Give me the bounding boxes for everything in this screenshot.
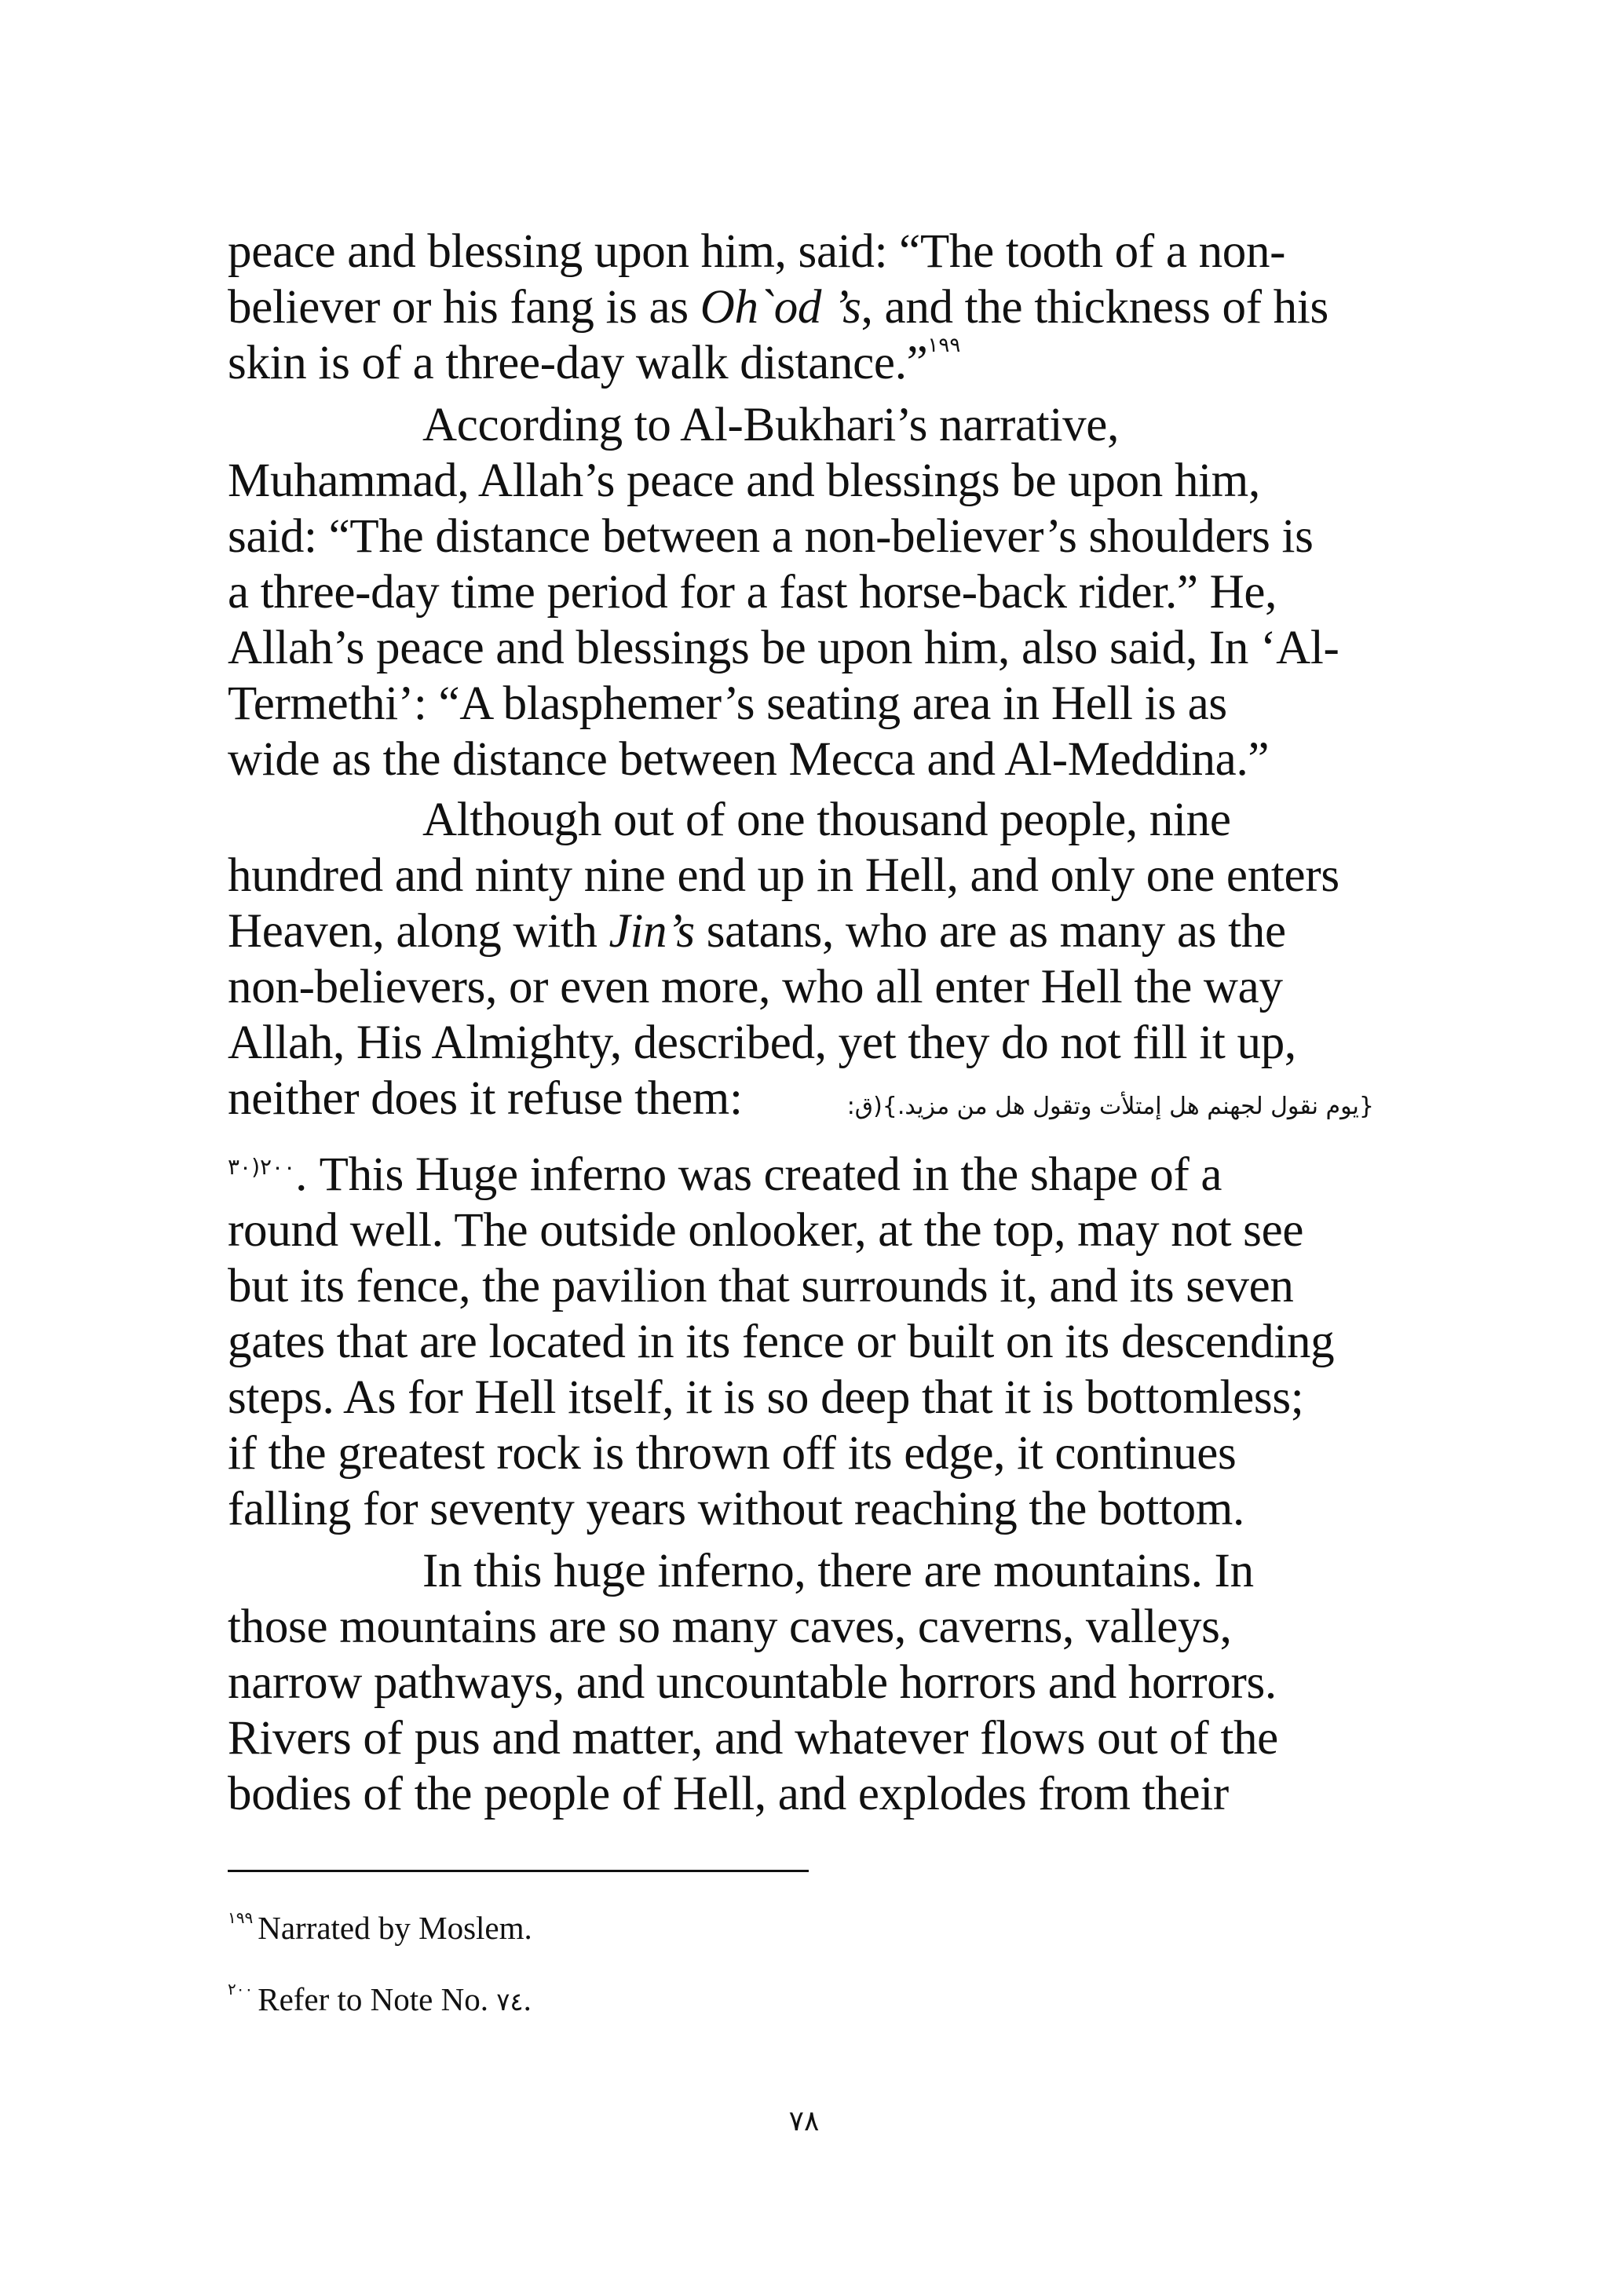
p2-line-7: wide as the distance between Mecca and Al-Meddina.” — [228, 733, 1270, 786]
arabic-reference: ٢٠٠(٣٠ — [228, 1154, 296, 1180]
p3-line-7: . This Huge inferno was created in the shape of a — [295, 1148, 1222, 1201]
footnote-number: ٢٠٠ — [228, 1980, 254, 1999]
p3-line-6: neither does it refuse them: — [228, 1072, 743, 1125]
footnote-note-ref: ٧٤ — [496, 1987, 524, 2017]
p3-line-12: if the greatest rock is thrown off its edge, it continues — [228, 1427, 1237, 1480]
paragraph-1 — [228, 224, 1374, 391]
footnote-number: ١٩٩ — [228, 1908, 254, 1927]
footnote-end: . — [523, 1981, 532, 2017]
footnote-text: Narrated by Moslem. — [258, 1910, 532, 1946]
p2-line-3: said: “The distance between a non-believer’s shoulders is — [228, 510, 1314, 563]
p3-line-10: gates that are located in its fence or built on its descending — [228, 1316, 1335, 1368]
page-number: ٧٨ — [788, 2105, 820, 2137]
p3-line-11: steps. As for Hell itself, it is so deep that it is bottomless; — [228, 1371, 1304, 1424]
p4-line-3: narrow pathways, and uncountable horrors and horrors. — [228, 1656, 1277, 1709]
p2-line-4: a three-day time period for a fast horse-back rider.” He, — [228, 566, 1277, 619]
footnote-reference-199: ١٩٩ — [927, 334, 961, 356]
footnote-199 — [228, 1898, 1327, 1947]
p2-line-5: Allah’s peace and blessings be upon him, also said, In ‘Al- — [228, 622, 1339, 674]
p1-line-3: skin is of a three-day walk distance.” — [228, 337, 928, 389]
p3-line-1: Although out of one thousand people, nine — [422, 794, 1231, 846]
p1-line-1: peace and blessing upon him, said: “The tooth of a non- — [228, 225, 1286, 278]
p4-line-5: bodies of the people of Hell, and explodes from their — [228, 1768, 1229, 1820]
p2-line-2: Muhammad, Allah’s peace and blessings be upon him, — [228, 454, 1260, 507]
p3-line-5: Allah, His Almighty, described, yet they do not fill it up, — [228, 1017, 1296, 1069]
p3-line-8: round well. The outside onlooker, at the top, may not see — [228, 1204, 1304, 1257]
p3-line-7-row — [228, 1139, 1374, 1203]
paragraph-3 — [228, 792, 1374, 1537]
body-text — [228, 224, 1374, 1822]
arabic-quote: {يوم نقول لجهنم هل إمتلأت وتقول هل من مزيد.}(ق: — [846, 1093, 1374, 1120]
p3-line-4: non-believers, or even more, who all enter Hell the way — [228, 961, 1283, 1013]
p1-line-2-pre: believer or his fang is as — [228, 281, 700, 334]
p2-line-6: Termethi’: “A blasphemer’s seating area in Hell is as — [228, 677, 1227, 730]
p3-line-6-row — [228, 1071, 1374, 1134]
paragraph-2 — [228, 397, 1374, 787]
p3-line-3-pre: Heaven, along with — [228, 905, 609, 958]
p1-line-2-italic: Oh`od ’s — [700, 281, 861, 334]
paragraph-4 — [228, 1543, 1374, 1822]
p4-line-2: those mountains are so many caves, caverns, valleys, — [228, 1601, 1232, 1653]
footnote-200 — [228, 1969, 1327, 2021]
footnotes — [228, 1898, 1327, 2043]
p3-line-2: hundred and ninty nine end up in Hell, and only one enters — [228, 849, 1339, 902]
p3-line-3-post: satans, who are as many as the — [694, 905, 1286, 958]
p3-line-13: falling for seventy years without reaching the bottom. — [228, 1483, 1244, 1535]
p4-line-1: In this huge inferno, there are mountains. In — [422, 1545, 1254, 1597]
p4-line-4: Rivers of pus and matter, and whatever flows out of the — [228, 1712, 1278, 1765]
p1-line-2-post: , and the thickness of his — [861, 281, 1328, 334]
footnote-text: Refer to Note No. — [258, 1981, 497, 2017]
p3-line-3-italic: Jin’s — [608, 905, 695, 958]
p3-line-9: but its fence, the pavilion that surrounds it, and its seven — [228, 1260, 1294, 1312]
p2-line-1: According to Al-Bukhari’s narrative, — [422, 399, 1120, 451]
footnote-divider — [228, 1870, 809, 1872]
